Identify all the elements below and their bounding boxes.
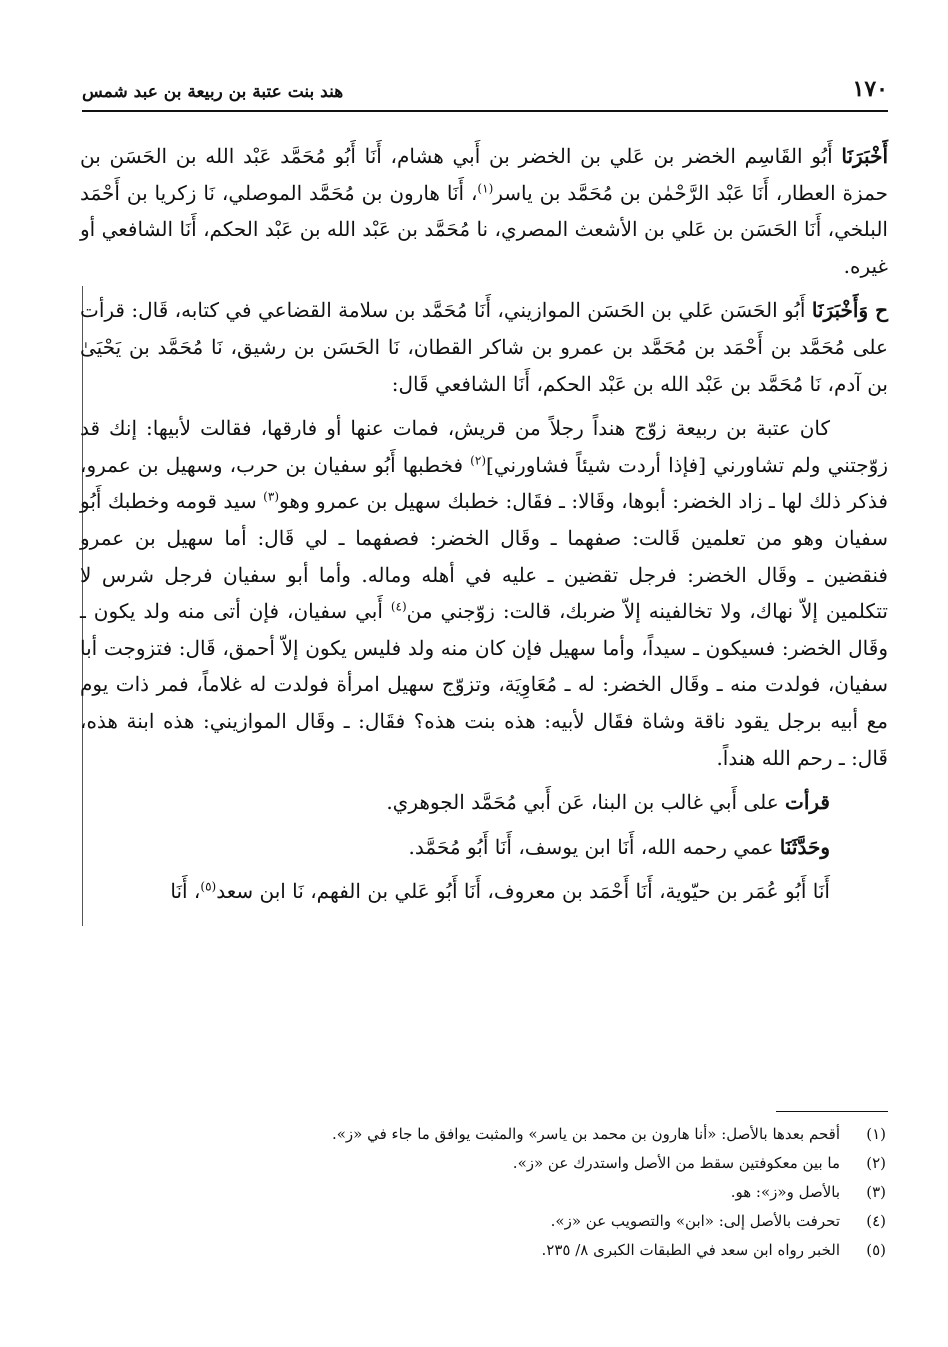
- paragraph-lead: أَخْبَرَنَا: [841, 144, 888, 168]
- footnote-text: تحرفت بالأصل إلى: «ابن» والتصويب عن «ز».: [550, 1212, 840, 1230]
- footnote-text: أقحم بعدها بالأصل: «أنا هارون بن محمد بن ياسر» والمثبت يوافق ما جاء في «ز».: [331, 1125, 840, 1143]
- paragraph-qara-tu: [80, 784, 888, 821]
- paragraph-text: ، أَنَا: [170, 879, 201, 904]
- footnote-number: (٢): [866, 1154, 886, 1172]
- footnote-ref: (٥): [200, 879, 217, 894]
- footnote-number: (٤): [866, 1212, 886, 1230]
- paragraph-isnad-3: [80, 873, 888, 910]
- paragraph-lead: ح وَأَخْبَرَنَا: [811, 298, 889, 323]
- footnote-number: (٣): [866, 1183, 886, 1201]
- footnote: [160, 1207, 886, 1236]
- page-header: [82, 62, 888, 112]
- paragraph-narration: [80, 410, 888, 776]
- footnote: [160, 1120, 886, 1149]
- paragraph-text: فخطبها أَبُو سفيان بن حرب، وسهيل بن عمرو، فذكر ذلك لها ـ زاد الخضر: أبوها، وقَالا: ـ فقَال: خطبك سهيل بن عمرو وهو: [80, 452, 888, 514]
- footnote-number: (١): [866, 1125, 886, 1143]
- paragraph-text: أَبُو القَاسِم الخضر بن عَلي بن الخضر بن أَبي هشام، أَنَا أَبُو مُحَمَّد عَبْد الله بن الحَسَن بن حمزة العطار، أَنَا عَبْد الرَّحْمٰن بن مُحَمَّد بن ياسر: [80, 144, 888, 205]
- paragraph-text: على أَبي غالب بن البنا، عَن أَبي مُحَمَّد الجوهري.: [386, 790, 779, 815]
- paragraph-text: ، أَنَا هارون بن مُحَمَّد الموصلي، نَا زكريا بن أَحْمَد البلخي، أَنَا الحَسَن بن عَلي بن الأشعث المصري، نا مُحَمَّد بن عَبْد الله بن عَبْد الحكم، أَنَا الشافعي أو غيره.: [80, 180, 888, 278]
- footnote: [160, 1178, 886, 1207]
- footnote-text: بالأصل و«ز»: هو.: [730, 1183, 840, 1201]
- paragraph-isnad-1: [80, 138, 888, 284]
- footnote-ref: (١): [477, 180, 494, 195]
- paragraph-isnad-2: [80, 292, 888, 402]
- footnote-number: (٥): [866, 1241, 886, 1259]
- paragraph-lead: قرأت: [785, 790, 830, 815]
- paragraph-lead: وحَدَّثَنَا: [779, 834, 830, 859]
- footnote-text: الخبر رواه ابن سعد في الطبقات الكبرى ٨/ ٢٣٥.: [541, 1241, 840, 1259]
- footnote-separator: [776, 1111, 888, 1112]
- paragraph-text: سيد قومه وخطبك أَبُو سفيان وهو من تعلمين قَالت: صفهما ـ وقَال الخضر: فصفهما ـ لي قَال: أما سهيل بن عمرو فنقضين ـ وقَال الخضر: فرجل تقضين ـ عليه في أهله وماله. وأما أبو سفيان فرجل شرس لا تتكلمين إلاّ نهاك، ولا تخالفينه إلاّ ضربك، قالت: زوّجني من: [80, 489, 888, 624]
- paragraph-text: أَبي سفيان، فإن أتى منه ولد يكون ـ وقَال الخضر: فسيكون ـ سيداً، وأما سهيل فإن كان منه ولد فليس يكون إلاّ أحمق، قَال: فتزوجت أبا سفيان، فولدت منه ـ وقَال الخضر: له ـ مُعَاوِيَة، وتزوّج سهيل امرأة فولدت له غلاماً، فمر ذات يوم مع أبيه برجل يقود ناقة وشاة فقَال لأبيه: هذه بنت هذه؟ فقَال: ـ وقَال الموازيني: هذه ابنة هذه، قَال: ـ رحم الله هنداً.: [80, 599, 888, 770]
- paragraph-text: كان عتبة بن ربيعة زوّج هنداً رجلاً من قريش، فمات عنها أو فارقها، فقالت لأبيها: إنك قد زوّجتني ولم تشاورني [فإذا أردت شيئاً فشاورني]: [80, 416, 888, 477]
- paragraph-text: عمي رحمه الله، أَنَا ابن يوسف، أَنَا أَبُو مُحَمَّد.: [408, 834, 774, 859]
- footnote-ref: (٢): [470, 453, 486, 468]
- footnote-text: ما بين معكوفتين سقط من الأصل واستدرك عن «ز».: [512, 1154, 840, 1172]
- running-title: هند بنت عتبة بن ربيعة بن عبد شمس: [82, 82, 344, 102]
- main-text: [80, 138, 888, 918]
- footnote-ref: (٣): [263, 489, 279, 504]
- paragraph-text: أَنَا أَبُو عُمَر بن حيّوية، أَنَا أَحْمَد بن معروف، أَنَا أَبُو عَلي بن الفهم، نَا ابن سعد: [216, 879, 830, 904]
- footnote: [160, 1236, 886, 1265]
- paragraph-haddathana: [80, 829, 888, 866]
- footnote-ref: (٤): [390, 599, 407, 614]
- page-number: ١٧٠: [852, 76, 888, 102]
- paragraph-text: أَبُو الحَسَن عَلي بن الحَسَن الموازيني، أَنَا مُحَمَّد بن سلامة القضاعي في كتابه، قَال: قرأت على مُحَمَّد بن أَحْمَد بن مُحَمَّد بن عمرو بن شاكر القطان، نَا الحَسَن بن رشيق، نَا مُحَمَّد بن يَحْيَىٰ بن آدم، نَا مُحَمَّد بن عَبْد الله بن عَبْد الحكم، أَنَا الشافعي قَال:: [80, 298, 888, 396]
- footnote: [160, 1149, 886, 1178]
- footnotes: [160, 1120, 886, 1265]
